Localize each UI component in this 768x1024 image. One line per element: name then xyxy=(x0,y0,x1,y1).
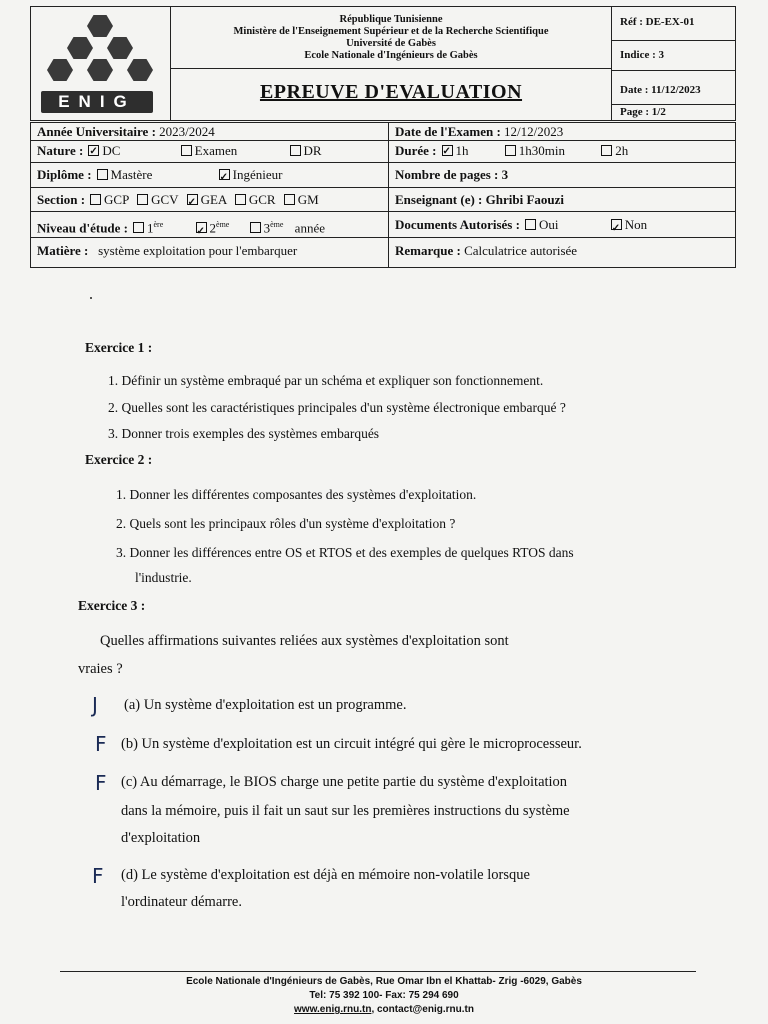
info-row-nature: Nature :✓ DC Examen DR Durée :✓ 1h 1h30min 2h xyxy=(31,141,735,163)
ex3-option-d: (d) Le système d'exploitation est déjà en mémoire non-volatile lorsque xyxy=(121,867,530,883)
checkbox-duree-1h[interactable] xyxy=(442,145,453,156)
page-count: Nombre de pages : 3 xyxy=(395,167,509,182)
ex3-option-d-cont: l'ordinateur démarre. xyxy=(121,894,242,910)
teacher-name: Enseignant (e) : Ghribi Faouzi xyxy=(395,192,565,207)
hexagon-icon xyxy=(87,15,113,37)
exam-title: EPREUVE D'EVALUATION xyxy=(259,81,523,103)
checkbox-niveau-1[interactable] xyxy=(133,222,144,233)
handwritten-true-mark: J xyxy=(92,693,98,717)
ex2-question-2: 2. Quels sont les principaux rôles d'un système d'exploitation ? xyxy=(116,516,456,531)
checkbox-diplome-mastere[interactable] xyxy=(97,169,108,180)
website-link[interactable]: www.enig.rnu.tn xyxy=(294,1004,372,1015)
hexagon-icon xyxy=(47,59,73,81)
checkbox-nature-examen[interactable] xyxy=(181,145,192,156)
stray-dot xyxy=(90,297,92,299)
university-line: Université de Gabès xyxy=(346,38,436,49)
checkbox-documents-non[interactable] xyxy=(611,219,622,230)
hexagon-icon xyxy=(67,37,93,59)
checkbox-section-gcv[interactable] xyxy=(137,194,148,205)
ex3-intro-cont: vraies ? xyxy=(78,661,123,677)
ministry-line: Ministère de l'Enseignement Supérieur et de la Recherche Scientifique xyxy=(233,26,549,37)
republic-line: République Tunisienne xyxy=(339,14,443,25)
institution-block xyxy=(171,7,611,69)
subject-name: système exploitation pour l'embarquer xyxy=(98,243,298,258)
remark-value: Calculatrice autorisée xyxy=(464,243,578,258)
handwritten-false-mark: F xyxy=(92,864,104,888)
info-row-year: Année Universitaire : 2023/2024 Date de l'Examen : 12/12/2023 xyxy=(31,123,735,141)
document-meta xyxy=(611,7,735,120)
exam-header xyxy=(30,6,736,121)
exercise-1-title: Exercice 1 : xyxy=(85,340,153,355)
ex2-question-3-cont: l'industrie. xyxy=(135,570,192,585)
checkbox-niveau-2[interactable] xyxy=(196,222,207,233)
ex2-question-1: 1. Donner les différentes composantes des systèmes d'exploitation. xyxy=(116,487,477,502)
checkbox-section-gcr[interactable] xyxy=(235,194,246,205)
footer-divider xyxy=(60,971,696,972)
info-row-niveau: Niveau d'étude : 1ère ✓ 2ème 3ème année Documents Autorisés : Oui ✓ Non xyxy=(31,212,735,238)
exercise-3-title: Exercice 3 : xyxy=(78,598,146,613)
hexagon-icon xyxy=(107,37,133,59)
enig-logo xyxy=(31,7,171,120)
checkbox-section-gm[interactable] xyxy=(284,194,295,205)
hexagon-icon xyxy=(127,59,153,81)
page-field: Page : 1/2 xyxy=(620,106,666,118)
ex3-option-c-cont: dans la mémoire, puis il fait un saut sur les premières instructions du système xyxy=(121,803,570,819)
checkbox-nature-dr[interactable] xyxy=(290,145,301,156)
checkbox-diplome-ingenieur[interactable] xyxy=(219,169,230,180)
ex1-question-1: 1. Définir un système embraqué par un schéma et expliquer son fonctionnement. xyxy=(108,373,544,388)
checkbox-section-gcp[interactable] xyxy=(90,194,101,205)
checkbox-duree-1h30[interactable] xyxy=(505,145,516,156)
ex3-option-b: (b) Un système d'exploitation est un circuit intégré qui gère le microprocesseur. xyxy=(121,736,582,752)
ex3-option-a: (a) Un système d'exploitation est un programme. xyxy=(124,697,407,713)
checkbox-duree-2h[interactable] xyxy=(601,145,612,156)
checkbox-niveau-3[interactable] xyxy=(250,222,261,233)
date-field: Date : 11/12/2023 xyxy=(612,71,735,105)
contact-email: , contact@enig.rnu.tn xyxy=(371,1004,474,1015)
info-row-diplome: Diplôme : Mastère ✓ Ingénieur Nombre de pages : 3 xyxy=(31,163,735,188)
school-line: Ecole Nationale d'Ingénieurs de Gabès xyxy=(304,50,478,61)
exam-info-grid xyxy=(30,122,736,268)
checkbox-documents-oui[interactable] xyxy=(525,219,536,230)
ex3-intro: Quelles affirmations suivantes reliées aux systèmes d'exploitation sont xyxy=(100,633,509,649)
checkbox-nature-dc[interactable] xyxy=(88,145,99,156)
exercise-2-title: Exercice 2 : xyxy=(85,452,153,467)
ex3-option-c-cont2: d'exploitation xyxy=(121,830,201,846)
info-row-section: Section : GCP GCV ✓ GEA GCR GM Enseignant (e) : Ghribi Faouzi xyxy=(31,188,735,212)
academic-year: 2023/2024 xyxy=(159,124,215,139)
ex3-option-c: (c) Au démarrage, le BIOS charge une petite partie du système d'exploitation xyxy=(121,774,568,790)
handwritten-false-mark: F xyxy=(95,771,107,795)
ex1-question-3: 3. Donner trois exemples des systèmes embarqués xyxy=(108,426,380,441)
ref-field: Réf : DE-EX-01 xyxy=(612,7,735,41)
exam-date: 12/12/2023 xyxy=(504,124,564,139)
indice-field: Indice : 3 xyxy=(612,41,735,71)
ex1-question-2: 2. Quelles sont les caractéristiques principales d'un système électronique embarqué ? xyxy=(108,400,566,415)
checkbox-section-gea[interactable] xyxy=(187,194,198,205)
handwritten-false-mark: F xyxy=(95,732,107,756)
footer-address: Ecole Nationale d'Ingénieurs de Gabès, Rue Omar Ibn el Khattab- Zrig -6029, Gabès xyxy=(186,976,582,987)
ex2-question-3: 3. Donner les différences entre OS et RTOS et des exemples de quelques RTOS dans xyxy=(116,545,574,560)
info-row-matiere: Matière : système exploitation pour l'embarquer Remarque : Calculatrice autorisée xyxy=(31,238,735,267)
footer-contact xyxy=(0,1004,768,1015)
hexagon-icon xyxy=(87,59,113,81)
logo-text: ENIG xyxy=(41,91,153,113)
footer-phone: Tel: 75 392 100- Fax: 75 294 690 xyxy=(309,990,459,1001)
